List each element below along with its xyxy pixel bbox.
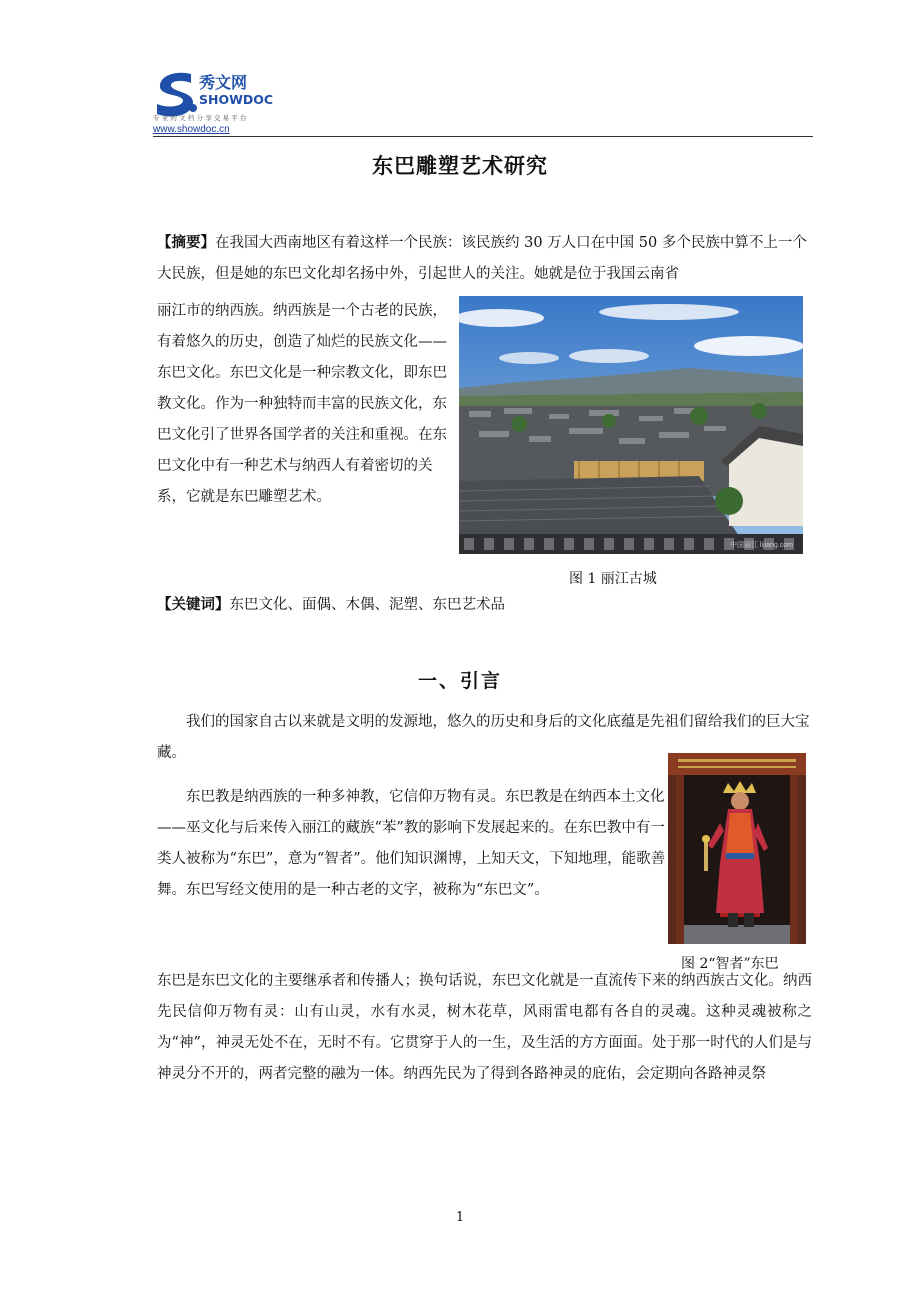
keywords-text: 东巴文化、面偶、木偶、泥塑、东巴艺术品 (229, 597, 505, 613)
abstract-label: 【摘要】 (157, 234, 215, 251)
dongba-scene-image (668, 753, 806, 944)
section-heading: 一、引言 (417, 670, 502, 692)
logo-tagline: 专业的文档分享交易平台 (153, 114, 249, 122)
town-scene-image (459, 296, 803, 554)
intro-paragraph-2-continued: 东巴是东巴文化的主要继承者和传播人；换句话说，东巴文化就是一直流传下来的纳西族古文化。纳西先民信仰万物有灵：山有山灵，水有水灵，树木花草，风雨雷电都有各自的灵魂。这种灵魂被称之为“神”，神灵无处不在，无时不有。它贯穿于人的一生，及生活的方方面面。处于那一时代的人们是与神灵分不开的，两者完整的融为一体。纳西先民为了得到各路神灵的庇佑，会定期向各路神灵祭 (157, 973, 812, 1082)
figure-2-caption: 图 2“智者”东巴 (681, 953, 781, 973)
abstract-text: 在我国大西南地区有着这样一个民族：该民族约 30 万人口在中国 50 多个民族中算不上一个大民族，但是她的东巴文化却名扬中外，引起世人的关注。她就是位于我国云南省 (157, 235, 807, 282)
page-number: 1 (455, 1210, 465, 1225)
logo-english: SHOWDOC (199, 92, 274, 107)
keywords-line (157, 589, 812, 621)
figure-1-caption: 图 1 丽江古城 (569, 571, 657, 587)
abstract-paragraph (157, 227, 812, 290)
site-url-link[interactable]: www.showdoc.cn (153, 124, 230, 135)
showdoc-logo[interactable] (153, 68, 278, 124)
lijiang-old-town-photo (459, 296, 803, 554)
s-swoosh-icon (157, 73, 197, 117)
keywords-label: 【关键词】 (157, 596, 230, 613)
intro-paragraph-1: 我们的国家自古以来就是文明的发源地，悠久的历史和身后的文化底蕴是先祖们留给我们的巨大宝藏。 (157, 714, 810, 761)
document-title: 东巴雕塑艺术研究 (372, 153, 548, 178)
abstract-continuation: 丽江市的纳西族。纳西族是一个古老的民族，有着悠久的历史，创造了灿烂的民族文化——东巴文化。东巴文化是一种宗教文化，即东巴教文化。作为一种独特而丰富的民族文化，东巴文化引了世界各国学者的关注和重视。在东巴文化中有一种艺术与纳西人有着密切的关系，它就是东巴雕塑艺术。 (157, 303, 447, 505)
intro-paragraph-2: 东巴教是纳西族的一种多神教，它信仰万物有灵。东巴教是在纳西本土文化——巫文化与后来传入丽江的藏族“苯”教的影响下发展起来的。在东巴教中有一类人被称为“东巴”，意为“智者”。他们知识渊博，上知天文，下知地理，能歌善舞。东巴写经文使用的是一种古老的文字，被称为“东巴文”。 (157, 789, 666, 898)
header-divider (153, 136, 813, 137)
photo-watermark: 中国丽江 lijiang.com (729, 542, 793, 549)
logo-chinese: 秀文网 (199, 73, 248, 92)
dongba-priest-photo (668, 753, 806, 944)
